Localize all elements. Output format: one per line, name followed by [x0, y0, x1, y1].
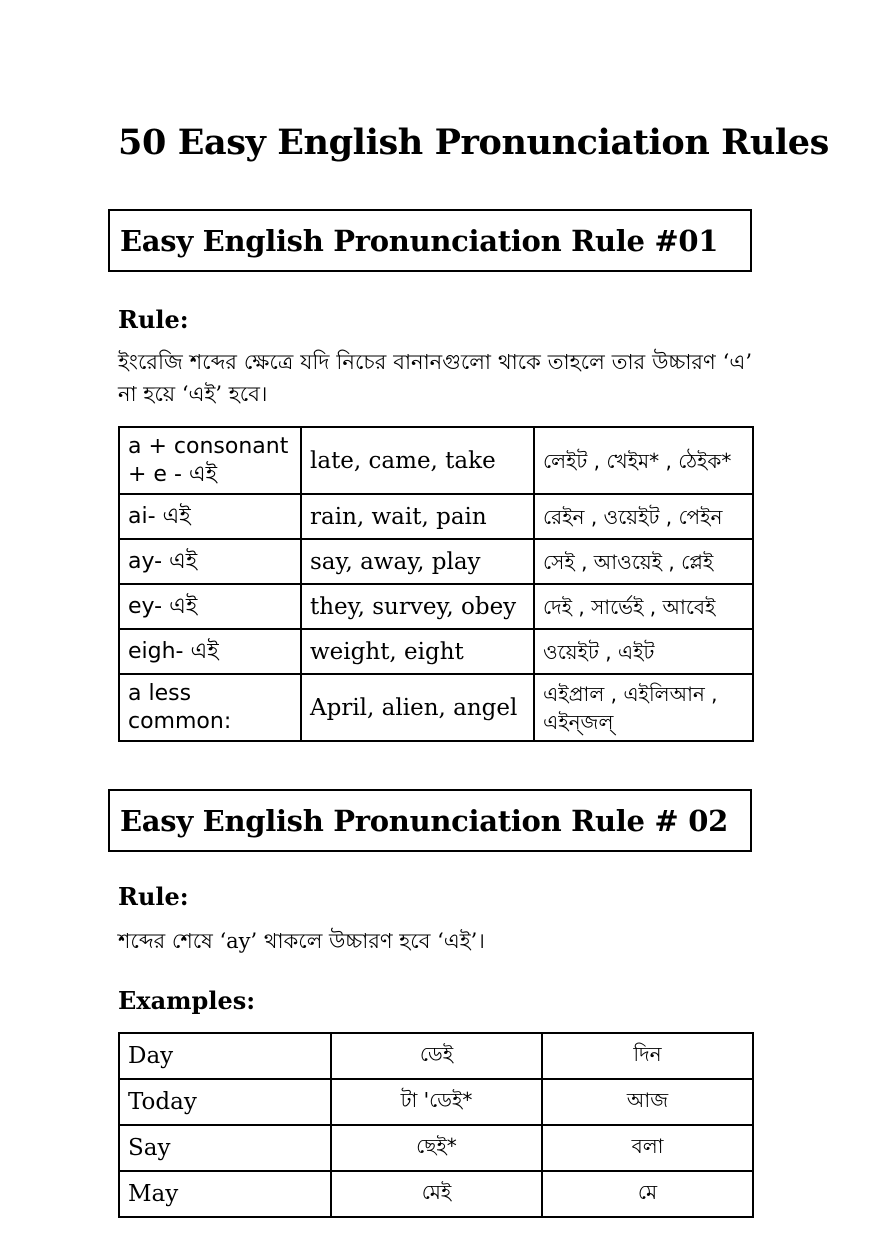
table-row: [119, 674, 753, 741]
pronunciation-cell: রেইন , ওয়েইট , পেইন: [534, 494, 753, 539]
pattern-cell: a less common:: [119, 674, 301, 741]
words-cell: April, alien, angel: [301, 674, 534, 741]
meaning-cell: আজ: [542, 1079, 753, 1125]
meaning-cell: মে: [542, 1171, 753, 1217]
examples-label: Examples:: [118, 986, 256, 1015]
rule-01-label: Rule:: [118, 305, 189, 334]
meaning-cell: বলা: [542, 1125, 753, 1171]
word-cell: Say: [119, 1125, 331, 1171]
rule-01-text: ইংরেজি শব্দের ক্ষেত্রে যদি নিচের বানানগুলো থাকে তাহলে তার উচ্চারণ ‘এ’ না হয়ে ‘এই’ হবে।: [118, 350, 752, 406]
meaning-cell: দিন: [542, 1033, 753, 1079]
word-cell: Today: [119, 1079, 331, 1125]
words-cell: they, survey, obey: [301, 584, 534, 629]
pronunciation-cell: ছেই*: [331, 1125, 542, 1171]
word-cell: May: [119, 1171, 331, 1217]
rule-01-table: [118, 426, 754, 742]
pattern-cell: eigh- এই: [119, 629, 301, 674]
words-cell: late, came, take: [301, 427, 534, 494]
table-row: [119, 1125, 753, 1171]
table-row: [119, 1033, 753, 1079]
table-row: [119, 427, 753, 494]
table-row: [119, 584, 753, 629]
pronunciation-cell: সেই , আওয়েই , প্লেই: [534, 539, 753, 584]
pronunciation-cell: লেইট , খেইম* , ঠেইক*: [534, 427, 753, 494]
pattern-cell: ay- এই: [119, 539, 301, 584]
rule-01-heading: Easy English Pronunciation Rule #01: [120, 224, 719, 258]
rule-02-heading: Easy English Pronunciation Rule # 02: [120, 804, 728, 838]
table-row: [119, 1079, 753, 1125]
pronunciation-cell: মেই: [331, 1171, 542, 1217]
table-row: [119, 539, 753, 584]
pronunciation-cell: ডেই: [331, 1033, 542, 1079]
pattern-cell: a + consonant + e - এই: [119, 427, 301, 494]
pronunciation-cell: ওয়েইট , এইট: [534, 629, 753, 674]
rule-01-heading-box: [108, 209, 752, 272]
pattern-cell: ey- এই: [119, 584, 301, 629]
words-cell: rain, wait, pain: [301, 494, 534, 539]
pronunciation-cell: দেই , সার্ভেই , আবেই: [534, 584, 753, 629]
page-title: 50 Easy English Pronunciation Rules: [118, 122, 829, 163]
words-cell: weight, eight: [301, 629, 534, 674]
table-row: [119, 1171, 753, 1217]
rule-02-heading-box: [108, 789, 752, 852]
rule-02-label: Rule:: [118, 882, 189, 911]
pattern-cell: ai- এই: [119, 494, 301, 539]
table-row: [119, 629, 753, 674]
rule-02-examples-table: [118, 1032, 754, 1218]
word-cell: Day: [119, 1033, 331, 1079]
rule-02-text: শব্দের শেষে ‘ay’ থাকলে উচ্চারণ হবে ‘এই’।: [118, 929, 485, 953]
table-row: [119, 494, 753, 539]
words-cell: say, away, play: [301, 539, 534, 584]
pronunciation-cell: এইপ্রাল , এইলিআন , এইন্জল্: [534, 674, 753, 741]
pronunciation-cell: টা 'ডেই*: [331, 1079, 542, 1125]
